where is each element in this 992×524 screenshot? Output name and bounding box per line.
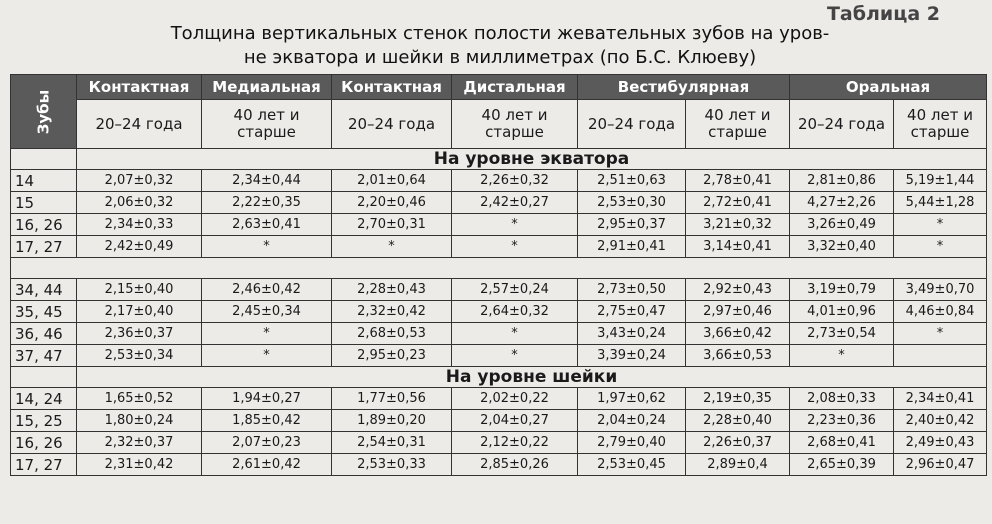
- value-cell: 1,65±0,52: [77, 388, 202, 410]
- value-cell: *: [452, 236, 578, 258]
- value-cell: 2,54±0,31: [332, 432, 452, 454]
- value-cell: 2,17±0,40: [77, 301, 202, 323]
- value-cell: 4,27±2,26: [790, 192, 894, 214]
- value-cell: 2,01±0,64: [332, 170, 452, 192]
- section-row: [11, 149, 987, 170]
- value-cell: *: [202, 323, 332, 345]
- value-cell: 2,02±0,22: [452, 388, 578, 410]
- value-cell: 1,97±0,62: [578, 388, 686, 410]
- value-cell: *: [202, 236, 332, 258]
- thickness-table: [10, 74, 987, 476]
- header-row-ages: [11, 100, 987, 149]
- value-cell: 2,85±0,26: [452, 454, 578, 476]
- value-cell: 2,34±0,33: [77, 214, 202, 236]
- value-cell: 2,45±0,34: [202, 301, 332, 323]
- value-cell: 3,66±0,42: [686, 323, 790, 345]
- table-row: [11, 214, 987, 236]
- group-header-medial: Медиальная: [202, 75, 332, 100]
- value-cell: 3,32±0,40: [790, 236, 894, 258]
- value-cell: 2,31±0,42: [77, 454, 202, 476]
- value-cell: 2,42±0,27: [452, 192, 578, 214]
- value-cell: 2,32±0,42: [332, 301, 452, 323]
- table-row: [11, 432, 987, 454]
- value-cell: 2,57±0,24: [452, 279, 578, 301]
- age-header: 40 лет и старше: [452, 100, 578, 149]
- teeth-cell: 16, 26: [11, 214, 77, 236]
- value-cell: 2,92±0,43: [686, 279, 790, 301]
- section-empty-cell: [11, 367, 77, 388]
- teeth-cell: 16, 26: [11, 432, 77, 454]
- value-cell: 2,97±0,46: [686, 301, 790, 323]
- value-cell: 2,23±0,36: [790, 410, 894, 432]
- value-cell: 2,51±0,63: [578, 170, 686, 192]
- age-header: 20–24 года: [790, 100, 894, 149]
- value-cell: 2,78±0,41: [686, 170, 790, 192]
- value-cell: 2,42±0,49: [77, 236, 202, 258]
- table-row: [11, 192, 987, 214]
- value-cell: 4,01±0,96: [790, 301, 894, 323]
- value-cell: *: [894, 214, 987, 236]
- value-cell: 1,85±0,42: [202, 410, 332, 432]
- value-cell: 3,14±0,41: [686, 236, 790, 258]
- value-cell: 3,26±0,49: [790, 214, 894, 236]
- age-header: 20–24 года: [77, 100, 202, 149]
- table-caption: [90, 22, 910, 70]
- value-cell: 2,34±0,44: [202, 170, 332, 192]
- value-cell: 2,28±0,40: [686, 410, 790, 432]
- value-cell: 1,94±0,27: [202, 388, 332, 410]
- value-cell: 2,07±0,32: [77, 170, 202, 192]
- value-cell: 2,07±0,23: [202, 432, 332, 454]
- value-cell: 2,08±0,33: [790, 388, 894, 410]
- value-cell: *: [452, 214, 578, 236]
- value-cell: 2,96±0,47: [894, 454, 987, 476]
- table-row: [11, 454, 987, 476]
- age-header: 40 лет и старше: [202, 100, 332, 149]
- value-cell: 2,36±0,37: [77, 323, 202, 345]
- value-cell: 2,95±0,37: [578, 214, 686, 236]
- table-row: [11, 410, 987, 432]
- caption-line-2: не экватора и шейки в миллиметрах (по Б.С. Клюеву): [243, 47, 757, 68]
- teeth-cell: 14, 24: [11, 388, 77, 410]
- table-row: [11, 170, 987, 192]
- value-cell: 2,04±0,27: [452, 410, 578, 432]
- value-cell: [894, 345, 987, 367]
- value-cell: 5,44±1,28: [894, 192, 987, 214]
- value-cell: 2,12±0,22: [452, 432, 578, 454]
- value-cell: 2,72±0,41: [686, 192, 790, 214]
- value-cell: 3,39±0,24: [578, 345, 686, 367]
- value-cell: 3,19±0,79: [790, 279, 894, 301]
- section-title: На уровне шейки: [77, 367, 987, 388]
- value-cell: 2,06±0,32: [77, 192, 202, 214]
- value-cell: 2,68±0,41: [790, 432, 894, 454]
- value-cell: 2,53±0,30: [578, 192, 686, 214]
- table-row: [11, 301, 987, 323]
- teeth-column-header: Зубы: [11, 75, 77, 149]
- age-header: 20–24 года: [578, 100, 686, 149]
- section-title: На уровне экватора: [77, 149, 987, 170]
- table-body: [11, 149, 987, 476]
- value-cell: *: [790, 345, 894, 367]
- value-cell: 2,79±0,40: [578, 432, 686, 454]
- teeth-cell: 17, 27: [11, 454, 77, 476]
- value-cell: 3,43±0,24: [578, 323, 686, 345]
- table-number: Таблица 2: [826, 3, 940, 25]
- value-cell: 2,73±0,50: [578, 279, 686, 301]
- value-cell: 2,26±0,37: [686, 432, 790, 454]
- value-cell: 2,53±0,33: [332, 454, 452, 476]
- group-header-oral: Оральная: [790, 75, 987, 100]
- value-cell: 2,70±0,31: [332, 214, 452, 236]
- value-cell: 2,75±0,47: [578, 301, 686, 323]
- value-cell: 2,20±0,46: [332, 192, 452, 214]
- group-header-contact-2: Контактная: [332, 75, 452, 100]
- value-cell: 2,64±0,32: [452, 301, 578, 323]
- value-cell: 3,49±0,70: [894, 279, 987, 301]
- value-cell: 2,81±0,86: [790, 170, 894, 192]
- value-cell: *: [894, 236, 987, 258]
- value-cell: 2,19±0,35: [686, 388, 790, 410]
- section-row: [11, 367, 987, 388]
- teeth-cell: 36, 46: [11, 323, 77, 345]
- value-cell: 2,15±0,40: [77, 279, 202, 301]
- value-cell: 2,68±0,53: [332, 323, 452, 345]
- value-cell: 2,65±0,39: [790, 454, 894, 476]
- value-cell: *: [452, 323, 578, 345]
- group-header-vestibular: Вестибулярная: [578, 75, 790, 100]
- teeth-cell: 15: [11, 192, 77, 214]
- table-row: [11, 388, 987, 410]
- value-cell: 2,46±0,42: [202, 279, 332, 301]
- value-cell: 1,80±0,24: [77, 410, 202, 432]
- header-row-groups: [11, 75, 987, 100]
- value-cell: 2,95±0,23: [332, 345, 452, 367]
- value-cell: 2,40±0,42: [894, 410, 987, 432]
- value-cell: *: [202, 345, 332, 367]
- value-cell: 2,32±0,37: [77, 432, 202, 454]
- value-cell: 2,49±0,43: [894, 432, 987, 454]
- spacer-cell: [11, 258, 987, 279]
- value-cell: 2,73±0,54: [790, 323, 894, 345]
- value-cell: 2,53±0,45: [578, 454, 686, 476]
- teeth-cell: 37, 47: [11, 345, 77, 367]
- value-cell: 3,66±0,53: [686, 345, 790, 367]
- value-cell: 3,21±0,32: [686, 214, 790, 236]
- section-empty-cell: [11, 149, 77, 170]
- table-row: [11, 323, 987, 345]
- table-row: [11, 236, 987, 258]
- value-cell: 2,89±0,4: [686, 454, 790, 476]
- value-cell: 4,46±0,84: [894, 301, 987, 323]
- group-header-distal: Дистальная: [452, 75, 578, 100]
- table-row: [11, 279, 987, 301]
- table-row: [11, 345, 987, 367]
- age-header: 20–24 года: [332, 100, 452, 149]
- value-cell: 5,19±1,44: [894, 170, 987, 192]
- teeth-cell: 34, 44: [11, 279, 77, 301]
- spacer-row: [11, 258, 987, 279]
- group-header-contact-1: Контактная: [77, 75, 202, 100]
- caption-line-1: Толщина вертикальных стенок полости жевательных зубов на уров-: [170, 23, 830, 44]
- value-cell: 2,04±0,24: [578, 410, 686, 432]
- value-cell: 2,61±0,42: [202, 454, 332, 476]
- value-cell: 2,26±0,32: [452, 170, 578, 192]
- teeth-cell: 35, 45: [11, 301, 77, 323]
- value-cell: 2,63±0,41: [202, 214, 332, 236]
- value-cell: *: [452, 345, 578, 367]
- age-header: 40 лет и старше: [894, 100, 987, 149]
- value-cell: 2,91±0,41: [578, 236, 686, 258]
- value-cell: 2,34±0,41: [894, 388, 987, 410]
- value-cell: 2,22±0,35: [202, 192, 332, 214]
- value-cell: 2,53±0,34: [77, 345, 202, 367]
- value-cell: 2,28±0,43: [332, 279, 452, 301]
- value-cell: 1,77±0,56: [332, 388, 452, 410]
- value-cell: 1,89±0,20: [332, 410, 452, 432]
- teeth-cell: 15, 25: [11, 410, 77, 432]
- age-header: 40 лет и старше: [686, 100, 790, 149]
- value-cell: *: [894, 323, 987, 345]
- value-cell: *: [332, 236, 452, 258]
- teeth-cell: 14: [11, 170, 77, 192]
- teeth-cell: 17, 27: [11, 236, 77, 258]
